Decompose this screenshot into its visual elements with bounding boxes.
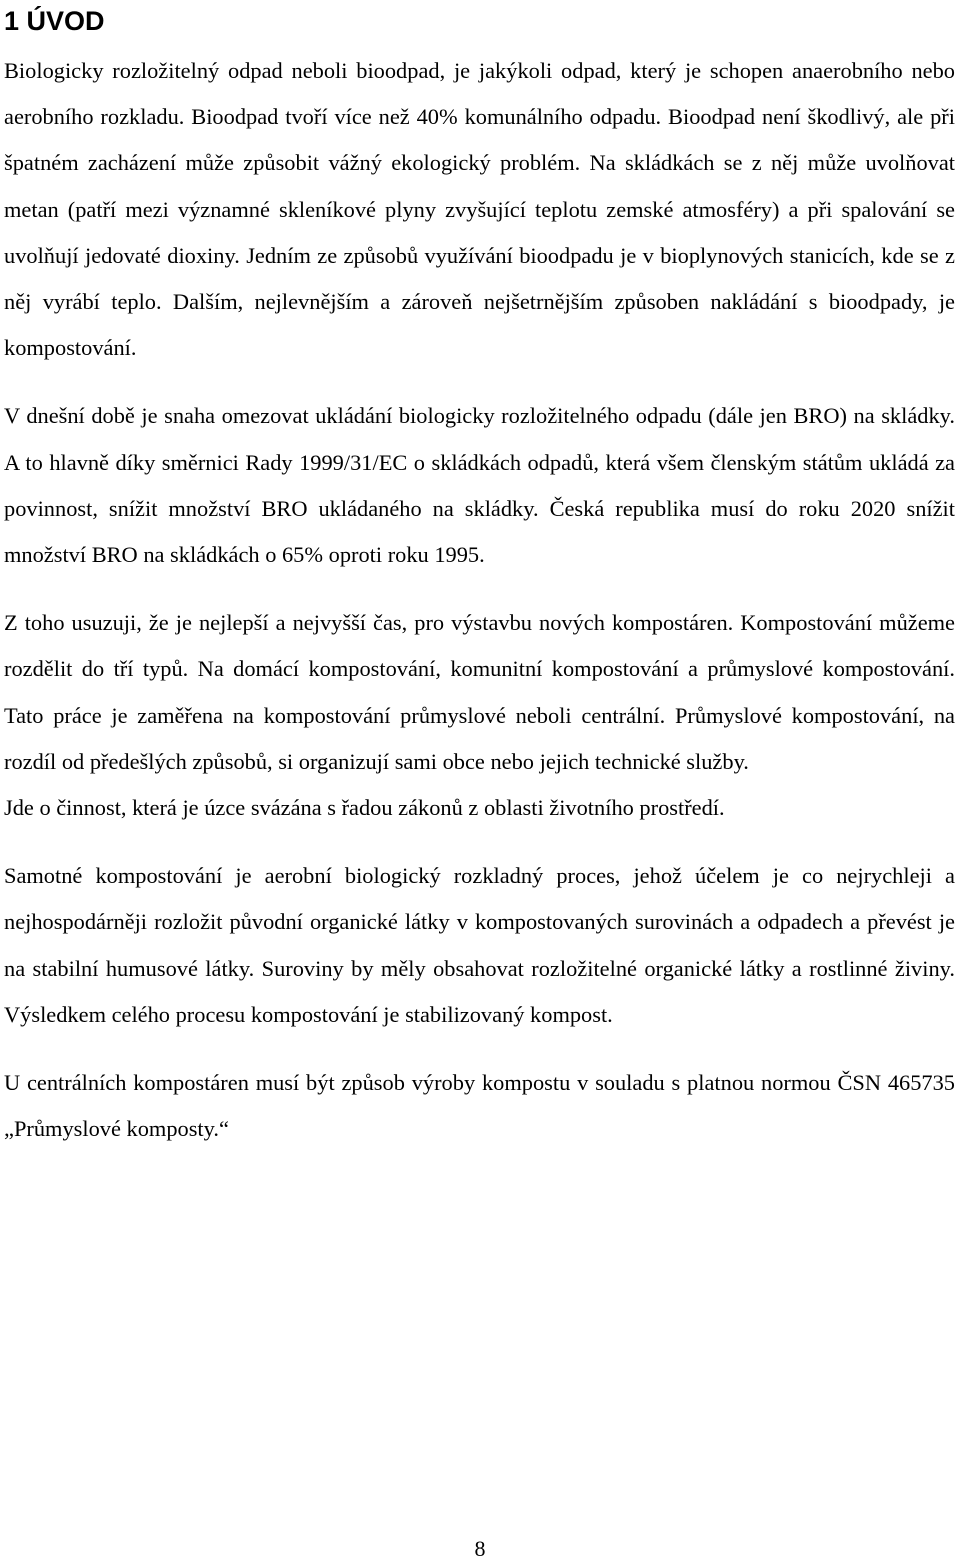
paragraph-biowaste-definition: Biologicky rozložitelný odpad neboli bioodpad, je jakýkoli odpad, který je schopen anaerobního nebo aerobního rozkladu. Bioodpad tvoří více než 40% komunálního odpadu. Bioodpad není škodlivý, ale při špatném zacházení může způsobit vážný ekologický problém. Na skládkách se z něj může uvolňovat metan (patří mezi významné skleníkové plyny zvyšující teplotu zemské atmosféry) a při spalování se uvolňují jedovaté dioxiny. Jedním ze způsobů využívání bioodpadu je v bioplynových stanicích, kde se z něj vyrábí teplo. Dalším, nejlevnějším a zároveň nejšetrnějším způsoben nakládání s bioodpady, je kompostování. <box>4 58 955 361</box>
section-heading: 1 ÚVOD <box>4 6 105 36</box>
paragraph-composting-types: Z toho usuzuji, že je nejlepší a nejvyšší čas, pro výstavbu nových kompostáren. Kompostování můžeme rozdělit do tří typů. Na domácí kompostování, komunitní kompostování a průmyslové kompostování. Tato práce je zaměřena na kompostování průmyslové neboli centrální. Průmyslové kompostování, na rozdíl od předešlých způsobů, si organizují sami obce nebo jejich technické služby. <box>4 610 955 774</box>
paragraph-composting-process: Samotné kompostování je aerobní biologický rozkladný proces, jehož účelem je co nejrychleji a nejhospodárněji rozložit původní organické látky v kompostovaných surovinách a odpadech a převést je na stabilní humusové látky. Suroviny by měly obsahovat rozložitelné organické látky a rostlinné živiny. Výsledkem celého procesu kompostování je stabilizovaný kompost. <box>4 863 955 1027</box>
paragraph-standard: U centrálních kompostáren musí být způsob výroby kompostu v souladu s platnou normou ČSN 465735 „Průmyslové komposty.“ <box>4 1070 955 1142</box>
paragraph-legislation: Jde o činnost, která je úzce svázána s řadou zákonů z oblasti životního prostředí. <box>4 795 725 821</box>
paragraph-landfill-directive: V dnešní době je snaha omezovat ukládání biologicky rozložitelného odpadu (dále jen BRO) na skládky. A to hlavně díky směrnici Rady 1999/31/EC o skládkách odpadů, která všem členským státům ukládá za povinnost, snížit množství BRO ukládaného na skládky. Česká republika musí do roku 2020 snížit množství BRO na skládkách o 65% oproti roku 1995. <box>4 403 955 568</box>
document-page <box>4 0 955 1152</box>
page-number: 8 <box>474 1536 486 1561</box>
